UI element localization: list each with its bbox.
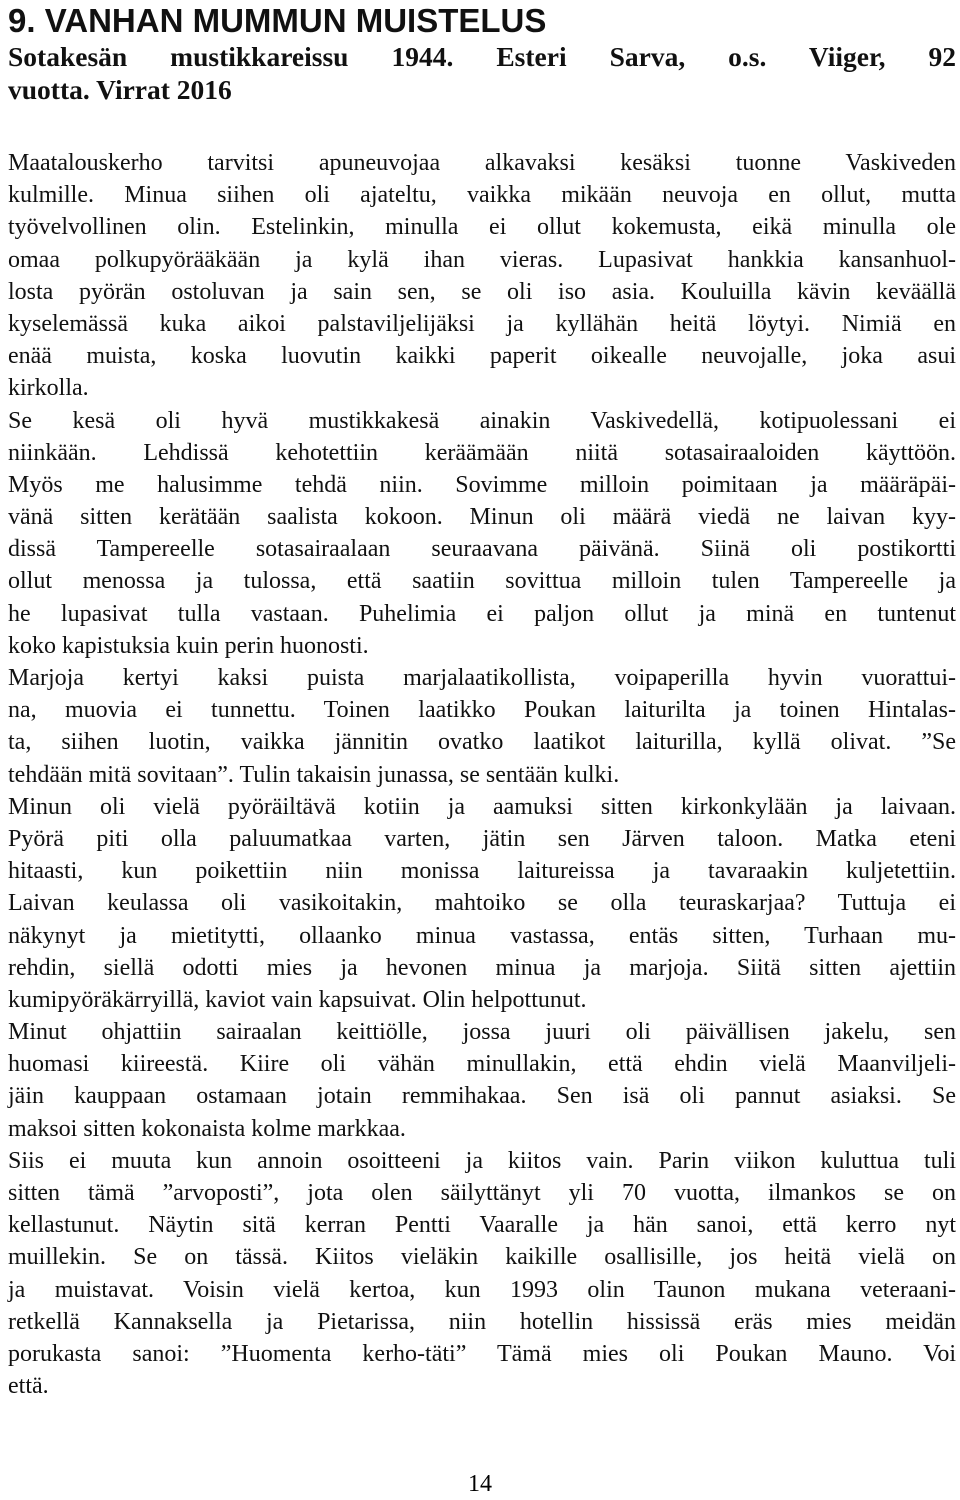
- text-line: muillekin. Se on tässä. Kiitos vieläkin kaikille osallisille, jos heitä vielä on: [8, 1244, 956, 1271]
- text-line: ta, siihen luotin, vaikka jännitin ovatko laatikot laiturilla, kyllä olivat. ”Se: [8, 729, 956, 756]
- text-line: he lupasivat tulla vastaan. Puhelimia ei paljon ollut ja minä en tuntenut: [8, 600, 956, 627]
- text-line: kulmille. Minua siihen oli ajateltu, vaikka mikään neuvoja en ollut, mutta: [8, 182, 956, 209]
- text-line: na, muovia ei tunnettu. Toinen laatikko Poukan laiturilta ja toinen Hintalas-: [8, 697, 956, 724]
- text-line: jäin kauppaan ostamaan jotain remmihakaa. Sen isä oli pannut asiaksi. Se: [8, 1083, 956, 1110]
- text-line: ja muistavat. Voisin vielä kertoa, kun 1993 olin Taunon mukana veteraani-: [8, 1276, 956, 1303]
- text-line: Siis ei muuta kun annoin osoitteeni ja kiitos vain. Parin viikon kuluttua tuli: [8, 1147, 956, 1174]
- text-line: että.: [8, 1373, 49, 1400]
- text-line: maksoi sitten kokonaista kolme markkaa.: [8, 1115, 406, 1142]
- text-line: dissä Tampereelle sotasairaalaan seuraavana päivänä. Siinä oli postikortti: [8, 536, 956, 563]
- text-line: Minun oli vielä pyöräiltävä kotiin ja aamuksi sitten kirkonkylään ja laivaan.: [8, 793, 956, 820]
- text-line: Myös me halusimme tehdä niin. Sovimme milloin poimitaan ja määräpäi-: [8, 471, 956, 498]
- text-line: porukasta sanoi: ”Huomenta kerho-täti” Tämä mies oli Poukan Mauno. Voi: [8, 1340, 956, 1367]
- spacer: [8, 106, 956, 147]
- text-line: niinkään. Lehdissä kehotettiin keräämään niitä sotasairaaloiden käyttöön.: [8, 439, 956, 466]
- text-line: kumipyöräkärryillä, kaviot vain kapsuivat. Olin helpottunut.: [8, 986, 587, 1013]
- text-line: retkellä Kannaksella ja Pietarissa, niin hotellin hississä eräs mies meidän: [8, 1308, 956, 1335]
- text-line: losta pyörän ostoluvan ja sain sen, se oli iso asia. Kouluilla kävin keväällä: [8, 278, 956, 305]
- text-line: työvelvollinen olin. Estelinkin, minulla ei ollut kokemusta, eikä minulla ole: [8, 214, 956, 241]
- text-line: Laivan keulassa oli vasikoitakin, mahtoiko se olla teuraskarjaa? Tuttuja ei: [8, 890, 956, 917]
- page-number: 14: [468, 1471, 492, 1497]
- text-line: näkynyt ja mietitytti, ollaanko minua vastassa, entäs sitten, Turhaan mu-: [8, 922, 956, 949]
- text-line: Pyörä piti olla paluumatkaa varten, jätin sen Järven taloon. Matka eteni: [8, 825, 956, 852]
- text-line: vänä sitten kerätään saalista kokoon. Minun oli määrä viedä ne laivan kyy-: [8, 504, 956, 531]
- text-line: omaa polkupyörääkään ja kylä ihan vieras. Lupasivat hankkia kansanhuol-: [8, 246, 956, 273]
- text-line: Minut ohjattiin sairaalan keittiölle, jossa juuri oli päivällisen jakelu, sen: [8, 1019, 956, 1046]
- text-line: Se kesä oli hyvä mustikkakesä ainakin Vaskivedellä, kotipuolessani ei: [8, 407, 956, 434]
- text-line: sitten tämä ”arvoposti”, jota olen säilyttänyt yli 70 vuotta, ilmankos se on: [8, 1180, 956, 1206]
- text-line: Maatalouskerho tarvitsi apuneuvojaa alkavaksi kesäksi tuonne Vaskiveden: [8, 150, 956, 176]
- text-line: enää muista, koska luovutin kaikki paperit oikealle neuvojalle, joka asui: [8, 343, 956, 370]
- text-line: ollut menossa ja tulossa, että saatiin sovittua milloin tulen Tampereelle ja: [8, 568, 956, 595]
- body-text: [8, 147, 956, 1435]
- subtitle-line-2: vuotta. Virrat 2016: [8, 74, 232, 105]
- text-line: hitaasti, kun poikettiin niin monissa laitureissa ja tavaraakin kuljetettiin.: [8, 858, 956, 885]
- text-line: tehdään mitä sovitaan”. Tulin takaisin junassa, se sentään kulki.: [8, 761, 620, 788]
- text-line: Marjoja kertyi kaksi puista marjalaatikollista, voipaperilla hyvin vuorattui-: [8, 665, 956, 691]
- text-line: kirkolla.: [8, 375, 89, 402]
- page-title: 9. VANHAN MUMMUN MUISTELUS: [8, 2, 547, 39]
- text-line: koko kapistuksia kuin perin huonosti.: [8, 632, 369, 659]
- subtitle-line-1: Sotakesän mustikkareissu 1944. Esteri Sarva, o.s. Viiger, 92: [8, 41, 956, 72]
- text-line: kellastunut. Näytin sitä kerran Pentti Vaaralle ja hän sanoi, että kerro nyt: [8, 1212, 956, 1239]
- text-line: rehdin, siellä odotti mies ja hevonen minua ja marjoja. Siitä sitten ajettiin: [8, 954, 956, 981]
- document-page: [8, 0, 956, 1435]
- text-line: kyselemässä kuka aikoi palstaviljelijäksi ja kyllähän heitä löytyi. Nimiä en: [8, 310, 956, 337]
- text-line: huomasi kiireestä. Kiire oli vähän minullakin, että ehdin vielä Maanviljeli-: [8, 1051, 956, 1078]
- text-line: [8, 1402, 956, 1434]
